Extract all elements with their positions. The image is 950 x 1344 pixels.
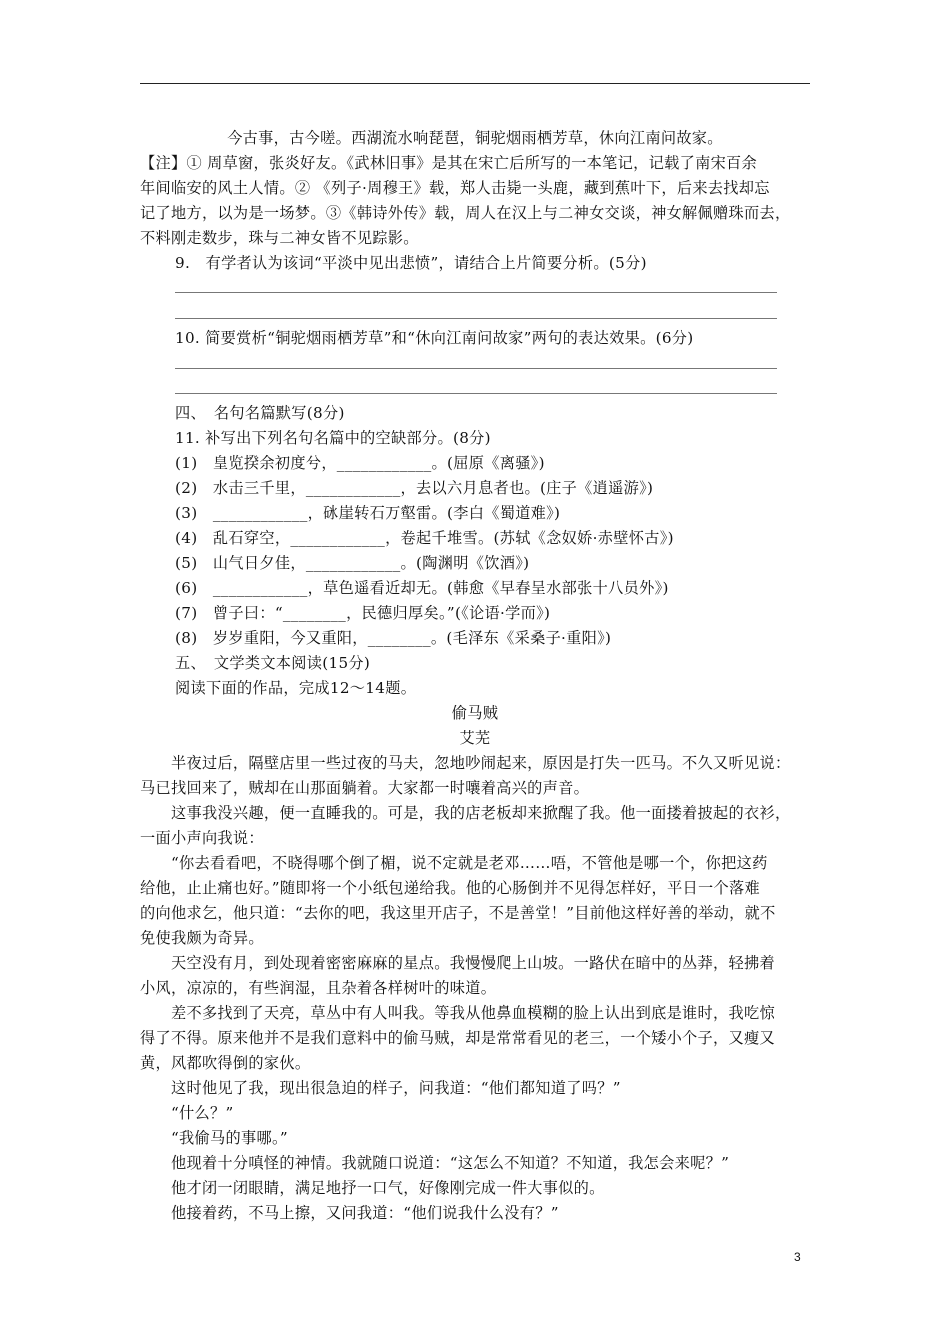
story-line: 得了不得。原来他并不是我们意料中的偷马贼，却是常常看见的老三，一个矮小个子，又瘦又 [140,1029,775,1047]
recitation-item: (6) ____________，草色遥看近却无。(韩愈《早春呈水部张十八员外》) [175,579,669,597]
question-10: 10. 简要赏析“铜驼烟雨栖芳草”和“休向江南问故家”两句的表达效果。(6分) [175,329,694,347]
story-line: 这事我没兴趣，便一直睡我的。可是，我的店老板却来掀醒了我。他一面搂着披起的衣衫， [140,804,791,822]
story-line: 他现着十分嗔怪的神情。我就随口说道：“这怎么不知道？不知道，我怎会来呢？” [140,1154,730,1172]
annotation-line: 不料刚走数步，珠与二神女皆不见踪影。 [140,229,419,247]
recitation-item: (7) 曾子曰：“________，民德归厚矣。”(《论语·学而》) [175,604,551,622]
story-line: 一面小声向我说： [140,829,264,847]
story-title: 偷马贼 [451,704,499,722]
story-line: 免使我颇为奇异。 [140,929,264,947]
section-heading: 五、 文学类文本阅读(15分) [175,654,371,672]
story-line: 的向他求乞，他只道：“去你的吧，我这里开店子，不是善堂！”目前他这样好善的举动，就不 [140,904,776,922]
story-line: “你去看看吧，不晓得哪个倒了楣，说不定就是老邓……唔，不管他是哪一个，你把这药 [140,854,768,872]
recitation-item: (3) ____________，砯崖转石万壑雷。(李白《蜀道难》) [175,504,561,522]
story-author: 艾芜 [459,729,491,747]
annotation-line: 【注】① 周草窗，张炎好友。《武林旧事》是其在宋亡后所写的一本笔记，记载了南宋百余 [140,154,758,172]
poem-last-line: 今古事，古今嗟。西湖流水响琵琶，铜驼烟雨栖芳草，休向江南问故家。 [227,129,723,147]
story-line: 半夜过后，隔壁店里一些过夜的马夫，忽地吵闹起来，原因是打失一匹马。不久又听见说： [140,754,791,772]
recitation-item: (8) 岁岁重阳，今又重阳，________。(毛泽东《采桑子·重阳》) [175,629,612,647]
story-line: 天空没有月，到处现着密密麻麻的星点。我慢慢爬上山坡。一路伏在暗中的丛莽，轻拂着 [140,954,775,972]
answer-line [175,318,777,319]
story-line: 马已找回来了，贼却在山那面躺着。大家都一时嚷着高兴的声音。 [140,779,590,797]
answer-line [175,292,777,293]
story-line: 他接着药，不马上擦，又问我道：“他们说我什么没有？” [140,1204,559,1222]
question-11: 11. 补写出下列名句名篇中的空缺部分。(8分) [175,429,491,447]
recitation-item: (4) 乱石穿空，____________，卷起千堆雪。(苏轼《念奴娇·赤壁怀古》) [175,529,674,547]
answer-line [175,368,777,369]
story-line: 他才闭一闭眼睛，满足地抒一口气，好像刚完成一件大事似的。 [140,1179,605,1197]
answer-line [175,393,777,394]
annotation-line: 年间临安的风土人情。② 《列子·周穆王》载，郑人击毙一头鹿，藏到蕉叶下，后来去找却忘 [140,179,770,197]
recitation-item: (5) 山气日夕佳，____________。(陶渊明《饮酒》) [175,554,530,572]
recitation-item: (1) 皇览揆余初度兮，____________。(屈原《离骚》) [175,454,545,472]
page-number: 3 [794,1250,801,1264]
story-line: 小风，凉凉的，有些润湿，且杂着各样树叶的味道。 [140,979,497,997]
recitation-item: (2) 水击三千里，____________，去以六月息者也。(庄子《逍遥游》) [175,479,654,497]
story-line: 给他，止止痛也好。”随即将一个小纸包递给我。他的心肠倒并不见得怎样好，平日一个落难 [140,879,760,897]
story-line: 这时他见了我，现出很急迫的样子，问我道：“他们都知道了吗？” [140,1079,621,1097]
story-line: 黄，风都吹得倒的家伙。 [140,1054,311,1072]
story-line: 差不多找到了天亮，草丛中有人叫我。等我从他鼻血模糊的脸上认出到底是谁时，我吃惊 [140,1004,775,1022]
story-line: “什么？” [140,1104,234,1122]
section-heading: 四、 名句名篇默写(8分) [175,404,345,422]
header-rule [140,83,810,84]
annotation-line: 记了地方，以为是一场梦。③《韩诗外传》载，周人在汉上与二神女交谈，神女解佩赠珠而去， [140,204,791,222]
question-9: 9. 有学者认为该词“平淡中见出悲愤”，请结合上片简要分析。(5分) [175,254,647,272]
story-line: “我偷马的事哪。” [140,1129,288,1147]
reading-instruction: 阅读下面的作品，完成12～14题。 [175,679,417,697]
